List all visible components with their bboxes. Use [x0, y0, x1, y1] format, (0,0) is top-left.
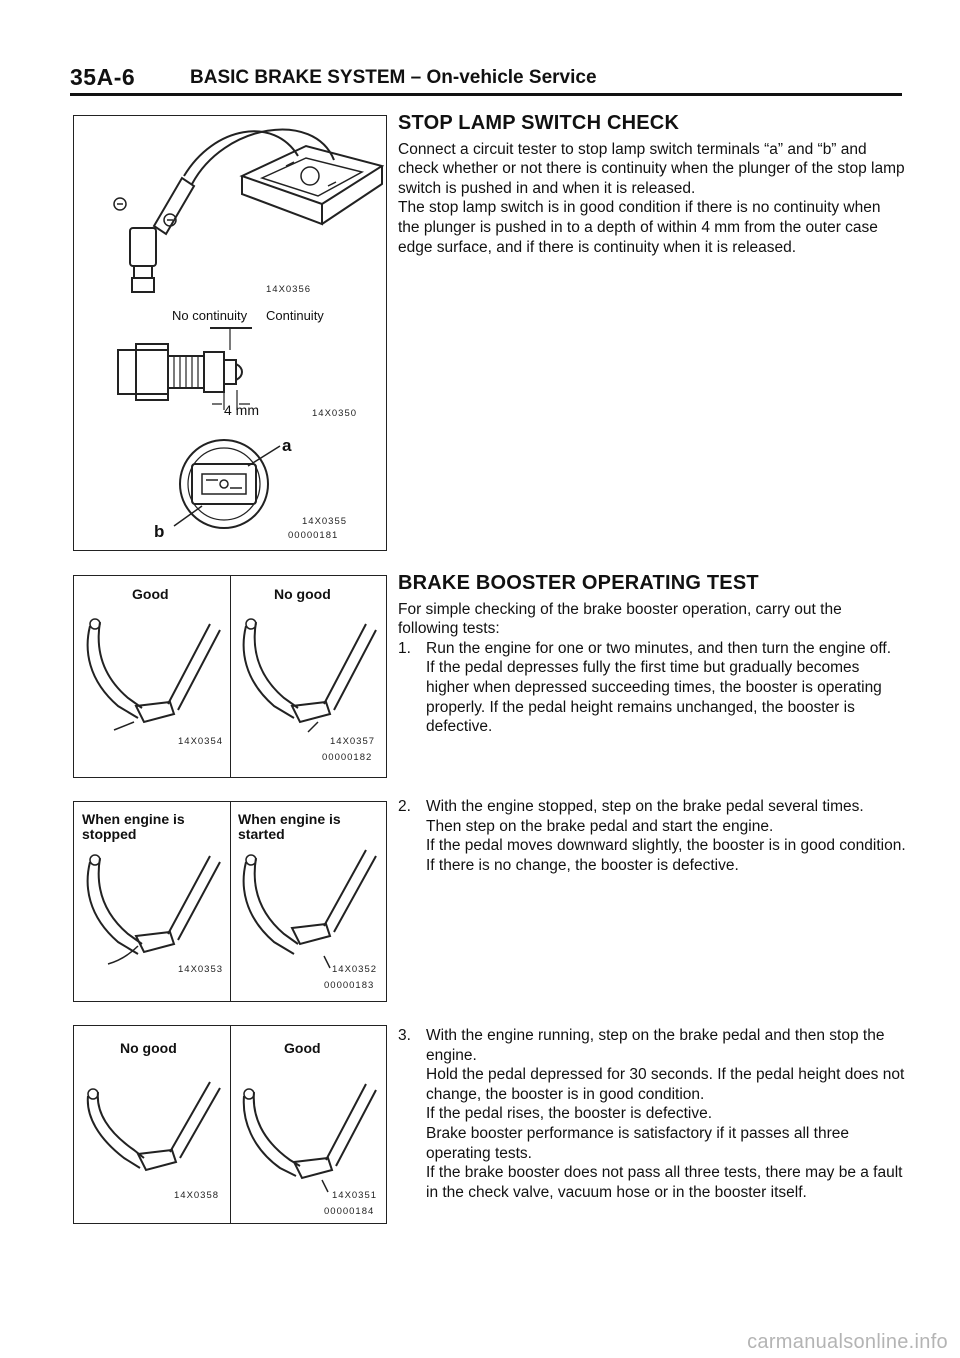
figure-code-no-good: 14X0357 [330, 736, 376, 747]
stop-lamp-switch-figure [73, 115, 387, 551]
pedal-check-figure-2 [73, 801, 387, 1002]
terminal-b-label: b [154, 522, 165, 541]
pedal-illustration-engine-stopped [78, 846, 228, 976]
figure-code-1: 00000181 [288, 530, 339, 541]
step-number: 3. [398, 1027, 411, 1044]
stop-lamp-section [398, 114, 906, 257]
caption-engine-stopped: When engine is stopped [82, 811, 185, 842]
step-line: If the brake booster does not pass all three tests, there may be a fault in the check valve, vacuum hose or in the booster itself. [426, 1164, 903, 1201]
figure-code-4: 00000184 [324, 1206, 375, 1217]
pedal-illustration-good [78, 610, 228, 740]
figure-code-engine-started: 14X0352 [332, 964, 378, 975]
terminal-a-label: a [282, 436, 292, 455]
step-number: 1. [398, 639, 411, 657]
booster-step-2-block [398, 797, 906, 875]
pedal-illustration-no-good-2 [78, 1068, 228, 1198]
section-title-booster: BRAKE BOOSTER OPERATING TEST [398, 572, 759, 594]
circuit-tester-illustration [74, 116, 384, 296]
step-line: With the engine running, step on the brake pedal and then stop the engine. [426, 1027, 885, 1064]
figure-code-good: 14X0354 [178, 736, 224, 747]
pedal-check-figure-3 [73, 1025, 387, 1224]
booster-step-3-block [398, 1026, 906, 1202]
booster-step-1 [398, 639, 906, 737]
step-number: 2. [398, 798, 411, 815]
caption-good: Good [132, 586, 169, 602]
figure-code-3: 00000183 [324, 980, 375, 991]
figure-divider [230, 1026, 231, 1223]
caption-no-good-2: No good [120, 1040, 177, 1056]
booster-section [398, 574, 906, 737]
figure-code-good-2: 14X0351 [332, 1190, 378, 1201]
step-line: Run the engine for one or two minutes, and then turn the engine off. [426, 639, 892, 657]
caption-no-good: No good [274, 586, 331, 602]
step-line: Hold the pedal depressed for 30 seconds. If the pedal height does not change, the booster is in good condition. [426, 1066, 905, 1103]
booster-intro: For simple checking of the brake booster operation, carry out the following tests: [398, 600, 842, 638]
pedal-check-figure-1 [73, 575, 387, 778]
figure-code-tester: 14X0356 [266, 284, 312, 295]
stop-lamp-paragraph-2: The stop lamp switch is in good condition if there is no continuity when the plunger is pushed in to a depth of within 4 mm from the outer case edge surface, and if there is continuity when it is released. [398, 199, 881, 256]
page-header [70, 64, 902, 94]
figure-code-engine-stopped: 14X0353 [178, 964, 224, 975]
figure-code-connector: 14X0355 [302, 516, 348, 527]
caption-good-2: Good [284, 1040, 321, 1056]
depth-label: 4 mm [224, 402, 259, 418]
booster-step-3 [398, 1026, 906, 1202]
figure-divider [230, 802, 231, 1001]
no-continuity-label: No continuity [172, 308, 248, 323]
step-line: If the pedal depresses fully the first time but gradually becomes higher when depressed succeeding times, the booster is operating properly. If the pedal height remains unchanged, the booster is defective. [426, 659, 882, 736]
step-line: If the pedal rises, the booster is defective. [426, 1105, 713, 1123]
pedal-illustration-engine-started [234, 846, 384, 976]
header-rule [70, 93, 902, 96]
figure-code-2: 00000182 [322, 752, 373, 763]
step-line: Then step on the brake pedal and start the engine. [426, 817, 774, 835]
figure-code-no-good-2: 14X0358 [174, 1190, 220, 1201]
step-line: Brake booster performance is satisfactory if it passes all three operating tests. [426, 1124, 849, 1162]
section-title-stop-lamp: STOP LAMP SWITCH CHECK [398, 112, 680, 134]
booster-step-2 [398, 797, 906, 875]
page-number: 35A-6 [70, 64, 136, 90]
step-line: With the engine stopped, step on the brake pedal several times. [426, 798, 864, 815]
figure-divider [230, 576, 231, 777]
caption-engine-started: When engine is started [238, 811, 341, 842]
pedal-illustration-no-good [234, 610, 384, 740]
pedal-illustration-good-2 [234, 1068, 384, 1198]
continuity-label: Continuity [266, 308, 324, 323]
stop-lamp-paragraph-1: Connect a circuit tester to stop lamp switch terminals “a” and “b” and check whether or not there is continuity when the plunger of the stop lamp switch is pushed in and when it is released. [398, 140, 905, 197]
figure-code-switch: 14X0350 [312, 408, 358, 419]
step-line: If the pedal moves downward slightly, the booster is in good condition. If there is no change, the booster is defective. [426, 837, 906, 874]
page-title: BASIC BRAKE SYSTEM – On-vehicle Service [190, 67, 597, 88]
watermark: carmanualsonline.info [747, 1331, 948, 1353]
